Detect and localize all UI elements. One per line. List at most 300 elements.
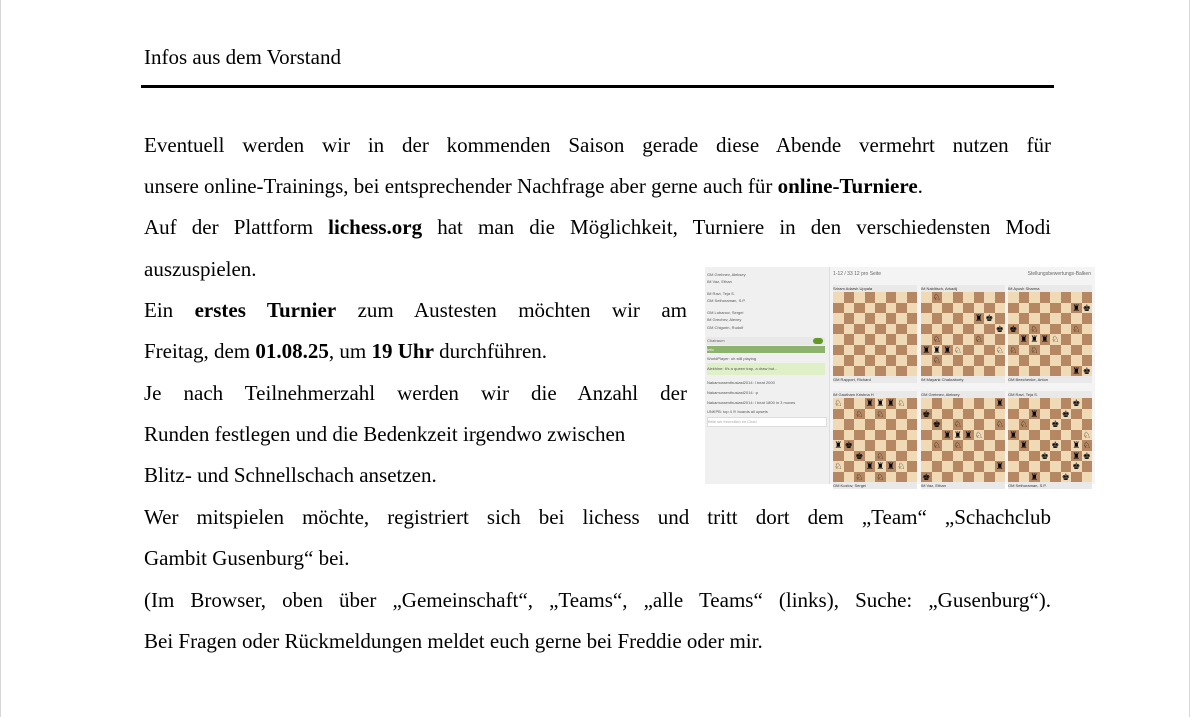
board-square: ♜ [1040,334,1049,344]
screenshot-sidebar [705,267,830,484]
board-square [875,345,886,356]
board-square [1082,419,1093,430]
board-square [844,409,855,420]
board-square [1071,419,1082,430]
board-square [896,324,907,335]
board-square [995,292,1006,303]
board-square [865,355,876,366]
board-square [963,303,974,314]
board-square [963,440,974,451]
board-square: ♜ [964,429,973,440]
board-square [1040,409,1051,420]
board-square [896,472,907,483]
text-line: (Im Browser, oben über „Gemeinschaft“, „Teams“, „alle Teams“ (links), Suche: „Gusenburg“). [144,588,1051,612]
board-square [1008,398,1019,409]
board-square [833,409,844,420]
text-line: Bei Fragen oder Rückmeldungen meldet euch gerne bei Freddie oder mir. [144,629,763,653]
board-square [907,430,918,441]
board-square: ♘ [876,450,885,461]
board-square [1082,292,1093,303]
board-square [886,292,897,303]
board-square [844,292,855,303]
board-square [1019,313,1030,324]
board-square [854,430,865,441]
board-square [865,334,876,345]
board-square: ♘ [1030,344,1039,355]
board-square: ♘ [953,344,962,355]
board-square [1008,419,1019,430]
board-square [1040,324,1051,335]
board-square [1019,303,1030,314]
board-square [932,366,943,377]
board-square [854,303,865,314]
board-square [833,324,844,335]
text-line: Eventuell werden wir in der kommenden Saison gerade diese Abende vermehrt nutzen für [144,133,1051,157]
board-square [984,461,995,472]
board-player-top: IM Ayush Sharma [1008,285,1092,292]
board-square [1050,430,1061,441]
board-square: ♚ [932,419,941,429]
board-square [907,345,918,356]
board-square [953,366,964,377]
board-square [886,355,897,366]
board-square [907,355,918,366]
board-square [833,292,844,303]
board-square [854,419,865,430]
board-square [1050,409,1061,420]
board-square [942,334,953,345]
board-square [844,355,855,366]
board-square [1008,409,1019,420]
board-square: ♘ [1030,323,1039,334]
board-square [942,461,953,472]
board-square [1029,355,1040,366]
board-square [942,451,953,462]
board-square [1050,366,1061,377]
board-player-top: Sriram Adarsh Uppala [833,285,917,292]
board-square [1061,345,1072,356]
board-square [974,461,985,472]
board-square: ♚ [922,408,931,419]
board-square [932,461,943,472]
board-square [953,472,964,483]
board-square [932,324,943,335]
board-square: ♜ [932,344,941,355]
board-player-top: GM Ravi, Teja S. [1008,391,1092,398]
board-square [1008,472,1019,483]
board-square [1019,366,1030,377]
board-square [921,366,932,377]
board-square: ♘ [1009,344,1018,355]
board-square [1061,355,1072,366]
board-square: ♚ [1009,323,1018,334]
board-square [854,324,865,335]
board-square [963,398,974,409]
board-square: ♚ [1072,461,1081,471]
chess-board [1008,398,1092,482]
board-player-bottom: IM Vaz, Ethan [921,482,1005,489]
player-row: IM Grechev, Alexey [707,317,742,322]
chess-board [921,292,1005,376]
board-square [1008,355,1019,366]
board-square [1008,303,1019,314]
board-square [974,419,985,430]
board-square: ♚ [1072,398,1081,408]
board-square [875,313,886,324]
text-line: Gambit Gusenburg“ bei. [144,546,350,570]
board-square [974,451,985,462]
board-square: ♜ [922,344,931,355]
board-square [1040,398,1051,409]
chat-line: Alekhine: It's a queen trap, a draw but... [707,366,778,371]
board-square [896,451,907,462]
board-square [854,292,865,303]
board-square [942,472,953,483]
board-square [1082,313,1093,324]
board-square [875,324,886,335]
board-square [844,303,855,314]
board-square [984,419,995,430]
board-square: ♚ [985,313,994,323]
text-line: Blitz- und Schnellschach ansetzen. [144,463,437,487]
board-square [865,451,876,462]
board-square [1061,292,1072,303]
board-square [1019,324,1030,335]
board-square [833,345,844,356]
board-square [1040,292,1051,303]
board-square [907,292,918,303]
player-row: IM Ravi, Teja S. [707,291,735,296]
board-square [907,451,918,462]
board-square: ♜ [886,461,895,471]
board-square [995,472,1006,483]
board-square [984,366,995,377]
board-square [886,313,897,324]
board-square: ♘ [953,419,962,429]
board-square [865,472,876,483]
board-square [995,409,1006,420]
board-square [833,366,844,377]
board-square [974,366,985,377]
board-player-top: IM Naiditsch, Arkadij [921,285,1005,292]
board-square [844,366,855,377]
board-square [1050,472,1061,483]
player-row: GM Grebnev, Aleksey [707,272,746,277]
board-square [1071,334,1082,345]
board-square [932,303,943,314]
board-square [1019,409,1030,420]
board-square [921,419,932,430]
board-square [984,355,995,366]
board-square [1040,430,1051,441]
board-square: ♚ [1082,302,1091,313]
board-square [995,313,1006,324]
board-square [974,303,985,314]
board-square [1040,461,1051,472]
board-square [886,451,897,462]
board-square [896,355,907,366]
board-square [963,345,974,356]
board-square [995,355,1006,366]
board-square: ♜ [886,398,895,408]
board-square [875,334,886,345]
board-square [1029,313,1040,324]
board-square [1061,313,1072,324]
board-square [865,366,876,377]
board-square [886,334,897,345]
board-square [875,355,886,366]
board-square: ♜ [1030,471,1039,482]
board-square: ♜ [995,398,1004,408]
board-square [907,472,918,483]
board-square [963,366,974,377]
board-square [921,451,932,462]
board-player-bottom: GM Rapport, Richard [833,376,917,383]
board-square [886,440,897,451]
board-square [984,451,995,462]
board-square [963,409,974,420]
board-square [886,419,897,430]
board-square [1040,303,1051,314]
board-square: ♜ [1072,302,1081,313]
board-square [1071,292,1082,303]
text-line: Ein erstes Turnier zum Austesten möchten wir am [144,298,687,322]
board-square [953,398,964,409]
chat-line: WorldPlayer: oh still playing [707,356,757,361]
board-square [875,303,886,314]
board-square [1050,303,1061,314]
board-square: ♜ [943,429,952,440]
board-square [1019,398,1030,409]
board-square [1050,461,1061,472]
chat-line: Nakamuraenthusiast2014: I beat 2000 [707,380,775,385]
player-row: GM Sethuraman, S.P. [707,298,746,303]
board-square: ♚ [1051,419,1060,429]
board-square [984,303,995,314]
board-square [907,324,918,335]
board-square [844,419,855,430]
board-square [921,303,932,314]
board-square: ♘ [932,292,941,302]
board-square [833,334,844,345]
board-square: ♚ [844,440,853,450]
board-square [1050,292,1061,303]
board-square [1050,345,1061,356]
board-square [984,345,995,356]
chat-tab: Info [707,346,825,353]
board-square [1019,345,1030,356]
board-square [953,303,964,314]
board-square [1061,419,1072,430]
board-square [921,440,932,451]
board-square [984,430,995,441]
board-square [984,324,995,335]
board-square [833,451,844,462]
board-square: ♘ [855,471,864,482]
board-square [1061,334,1072,345]
board-square [963,324,974,335]
board-square [1008,451,1019,462]
board-square [932,398,943,409]
board-square [1071,472,1082,483]
board-square [942,409,953,420]
board-square: ♘ [932,355,941,365]
board-square: ♚ [995,323,1004,334]
board-square [844,398,855,409]
page-border [0,0,1,717]
board-square [844,461,855,472]
board-square: ♜ [1030,408,1039,419]
chat-line: UNKPB: top 4 !!! boards all upsets [707,409,768,414]
board-square [1071,430,1082,441]
board-square [1071,355,1082,366]
text-line: Wer mitspielen möchte, registriert sich bei lichess und tritt dort dem „Team“ „Schachclub [144,505,1051,529]
board-square [1029,292,1040,303]
board-square [921,334,932,345]
board-square [854,334,865,345]
board-square [995,440,1006,451]
board-square: ♜ [1030,334,1039,344]
board-player-bottom: GM Kozlov, Sergei [833,482,917,489]
chat-line: Nakamuraenthusiast2014: :p [707,390,759,395]
board-square [1029,366,1040,377]
board-square: ♘ [1051,334,1060,344]
board-square [1029,303,1040,314]
board-square [1082,409,1093,420]
board-square [1040,355,1051,366]
board-square: ♘ [932,440,941,450]
board-square: ♜ [834,440,843,450]
chess-board [1008,292,1092,376]
board-square [995,303,1006,314]
board-square: ♘ [834,461,843,471]
board-square [1019,451,1030,462]
board-square [896,313,907,324]
board-square [844,334,855,345]
board-square [921,355,932,366]
board-square [844,430,855,441]
board-square [942,366,953,377]
board-square [974,409,985,420]
board-square [844,345,855,356]
board-square [984,440,995,451]
board-square [921,398,932,409]
board-square: ♜ [1072,450,1081,461]
board-square: ♜ [1072,440,1081,450]
board-square: ♚ [1082,450,1091,461]
board-square [953,355,964,366]
text-line: auszuspielen. [144,257,257,281]
board-square [886,366,897,377]
board-square [1008,366,1019,377]
board-square [1082,461,1093,472]
board-square [844,324,855,335]
board-square [907,461,918,472]
board-square [974,324,985,335]
chat-header: Chatraum [707,337,825,345]
board-square [942,292,953,303]
board-square [984,334,995,345]
player-row: IM Vaz, Ethan [707,279,732,284]
header-title: Infos aus dem Vorstand [144,45,341,69]
board-square [886,303,897,314]
board-square [1061,451,1072,462]
board-square [854,345,865,356]
board-square: ♜ [876,461,885,471]
chess-board [833,398,917,482]
board-square [833,472,844,483]
chat-input: Bitte sei freundlich im Chat! [707,417,827,427]
board-square [963,292,974,303]
board-square [984,398,995,409]
chat-toggle [813,338,823,344]
board-square: ♘ [974,429,983,440]
board-square: ♘ [897,398,906,408]
board-square [875,430,886,441]
board-square: ♜ [1019,440,1028,450]
board-square [896,366,907,377]
board-square [1082,355,1093,366]
board-square [907,419,918,430]
board-square [953,461,964,472]
board-square [907,409,918,420]
board-square [932,430,943,441]
board-square [1008,334,1019,345]
board-square [886,472,897,483]
board-square [953,334,964,345]
board-square [833,313,844,324]
board-square [921,461,932,472]
board-square: ♘ [974,334,983,344]
board-square: ♜ [865,461,874,471]
board-square [974,398,985,409]
board-square [932,313,943,324]
board-square [875,440,886,451]
board-square [833,355,844,366]
board-square [974,440,985,451]
board-square [1040,440,1051,451]
board-square [963,355,974,366]
board-square: ♘ [1082,440,1091,450]
board-square [907,334,918,345]
board-square [1019,292,1030,303]
chat-line: Nakamuraenthusiast2014: I beat 1800 in 3 moves [707,400,796,405]
board-player-bottom: GM Sethuraman, S.P. [1008,482,1092,489]
board-square [984,409,995,420]
board-square [896,419,907,430]
board-square [1061,366,1072,377]
board-square [865,324,876,335]
page-border [1189,0,1190,717]
board-square [1050,398,1061,409]
board-square: ♜ [1009,429,1018,440]
board-square [865,409,876,420]
chess-board [833,292,917,376]
board-square [921,324,932,335]
board-player-bottom: GM Beechenke, Anton [1008,376,1092,383]
board-square: ♘ [1072,323,1081,334]
board-square: ♘ [876,471,885,482]
board-square [1082,398,1093,409]
board-square [1061,303,1072,314]
board-square [984,472,995,483]
board-square: ♘ [953,440,962,450]
board-square: ♜ [1072,365,1081,376]
board-square [984,292,995,303]
board-square [921,292,932,303]
board-square: ♘ [1019,419,1028,429]
board-square: ♘ [855,408,864,419]
